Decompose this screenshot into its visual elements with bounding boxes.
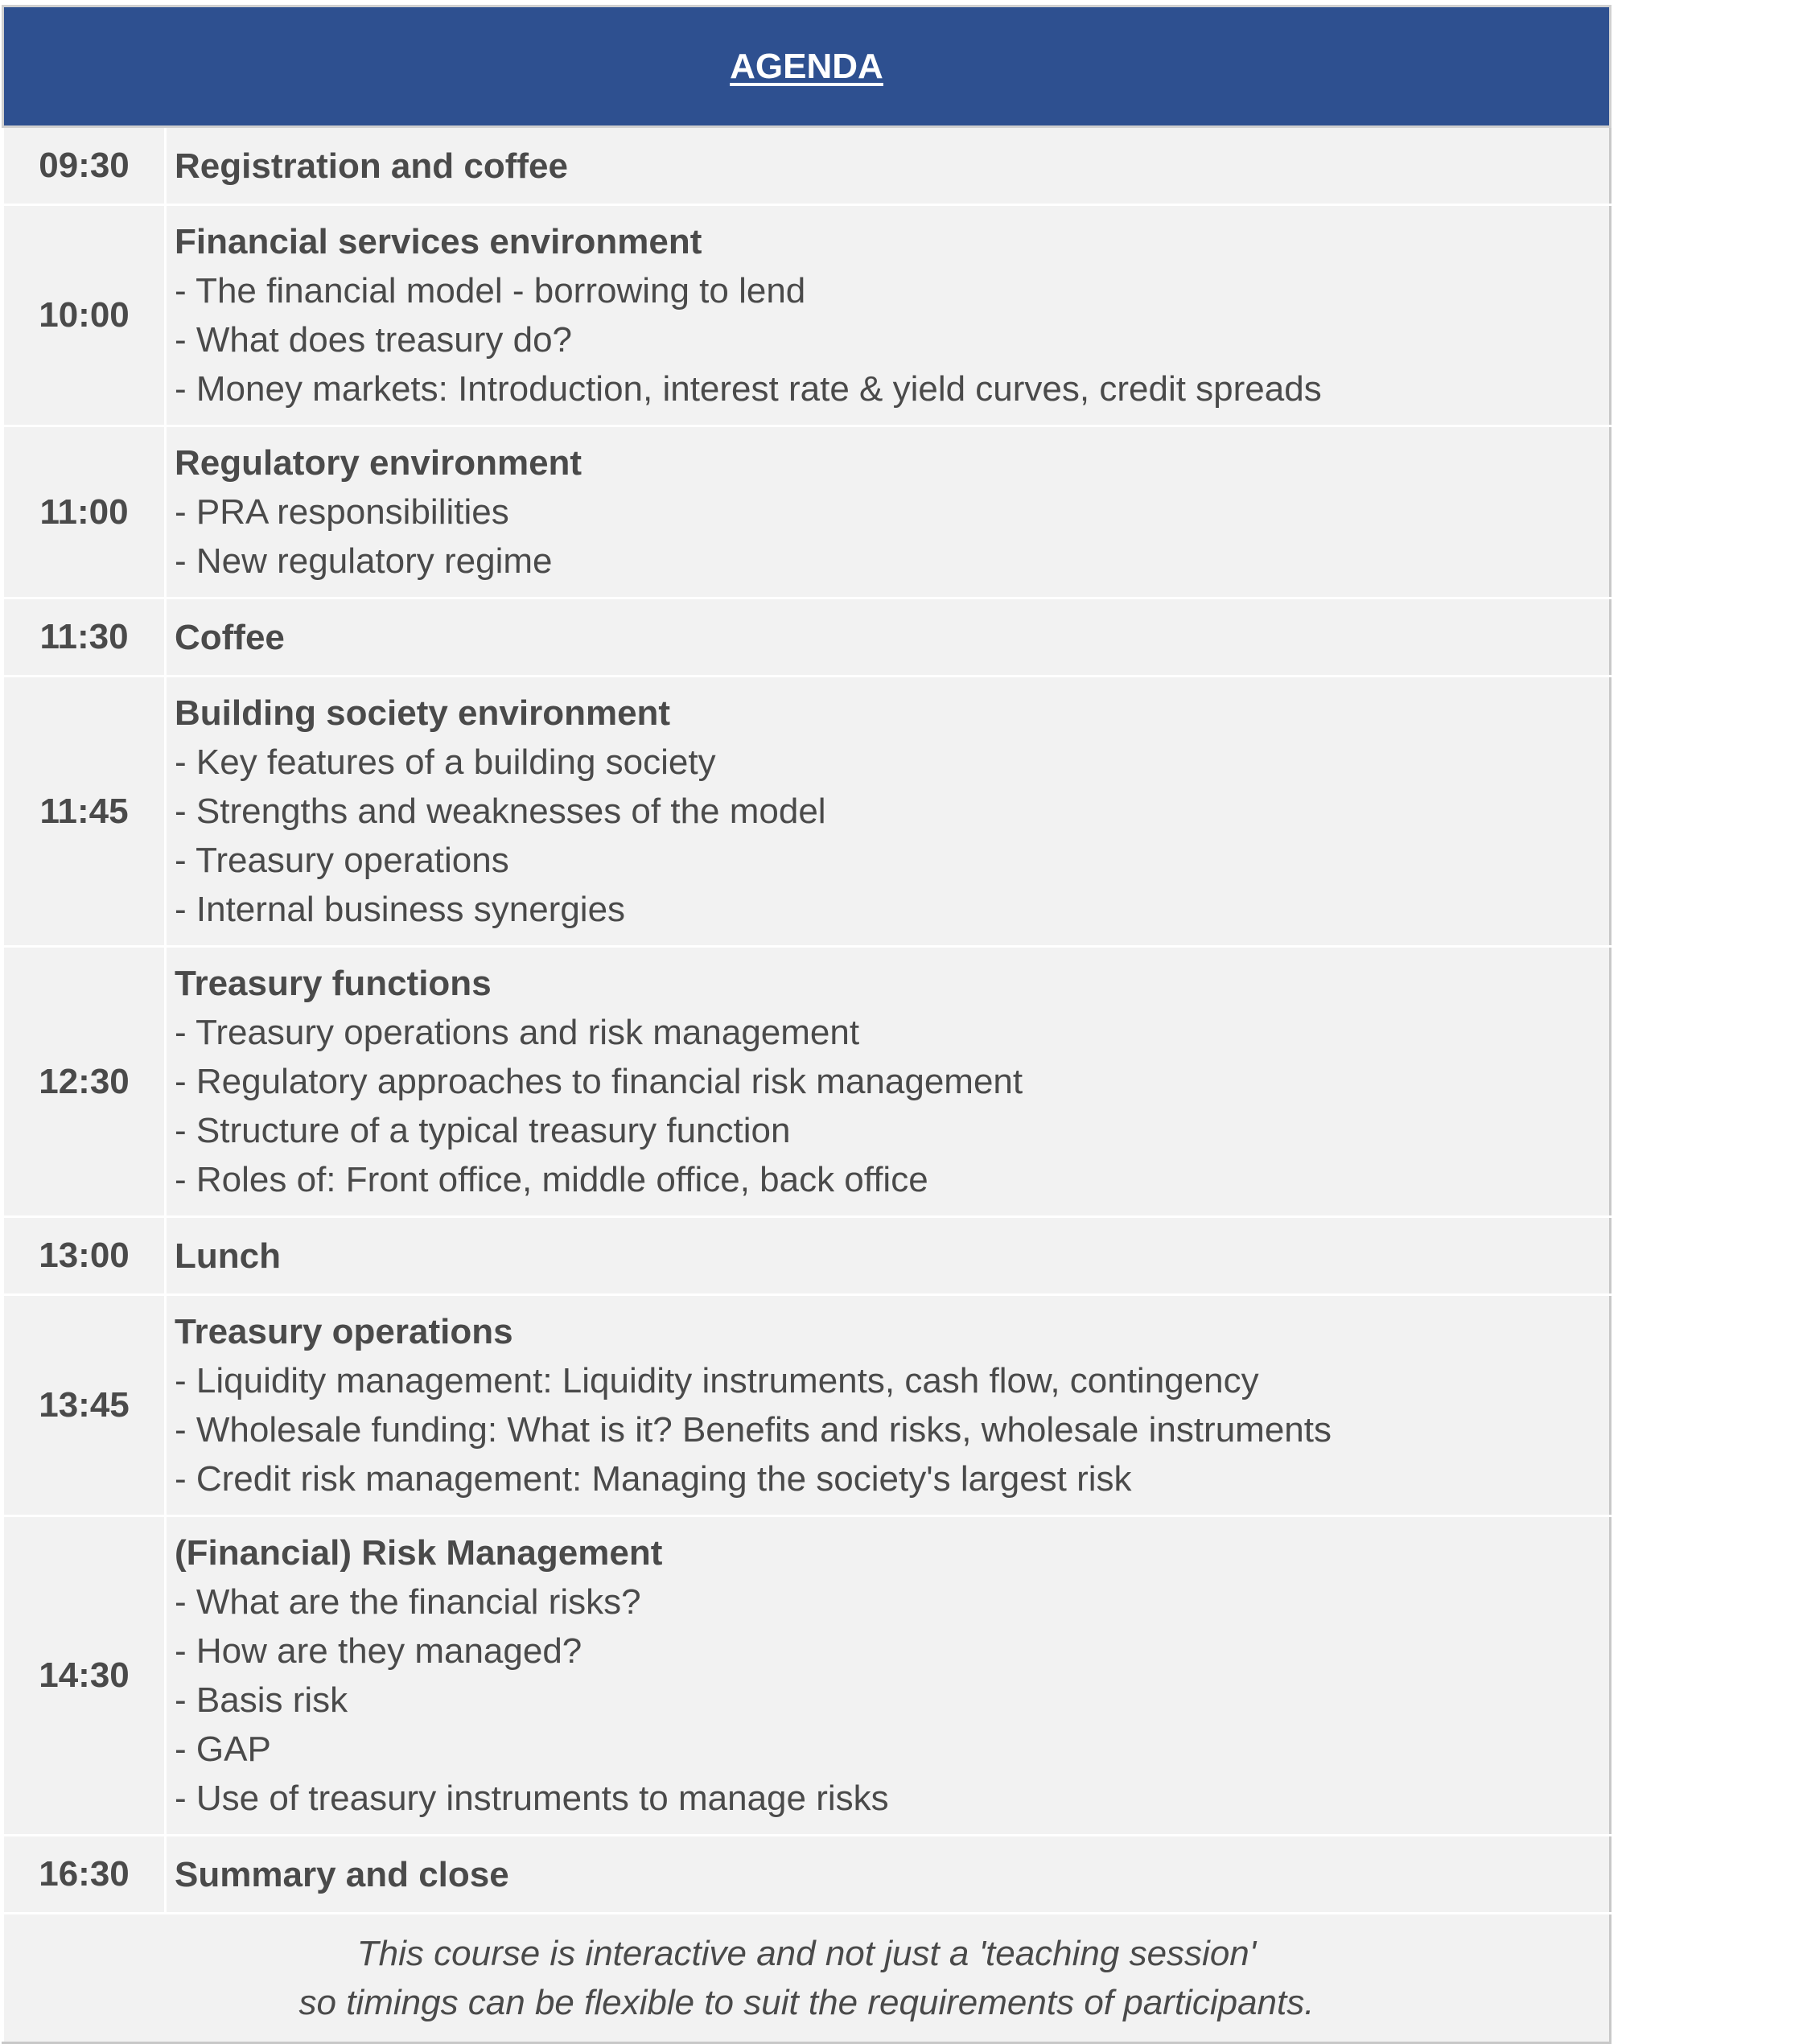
session-title: Treasury functions <box>175 964 492 1003</box>
agenda-session <box>166 677 1611 947</box>
session-item: - The financial model - borrowing to lend <box>175 271 806 311</box>
agenda-footer-row <box>3 1914 1611 2043</box>
session-title: Financial services environment <box>175 222 702 261</box>
agenda-session <box>166 947 1611 1217</box>
session-title: Registration and coffee <box>175 146 568 186</box>
agenda-time: 16:30 <box>3 1836 166 1914</box>
agenda-time: 11:00 <box>3 426 166 598</box>
session-item: - Regulatory approaches to financial risk management <box>175 1062 1023 1101</box>
footer-note-line: so timings can be flexible to suit the requirements of participants. <box>298 1983 1315 2022</box>
agenda-time: 09:30 <box>3 127 166 205</box>
session-item: - Credit risk management: Managing the society's largest risk <box>175 1459 1132 1499</box>
session-item: - Internal business synergies <box>175 890 626 929</box>
session-item: - Strengths and weaknesses of the model <box>175 792 826 831</box>
agenda-title: AGENDA <box>730 46 883 86</box>
footer-note-line: This course is interactive and not just a 'teaching session' <box>356 1934 1257 1973</box>
session-item: - New regulatory regime <box>175 541 553 581</box>
session-title: (Financial) Risk Management <box>175 1533 663 1573</box>
agenda-time: 11:45 <box>3 677 166 947</box>
agenda-time: 11:30 <box>3 598 166 677</box>
agenda-session <box>166 1836 1611 1914</box>
session-item: - Roles of: Front office, middle office, back office <box>175 1160 928 1199</box>
agenda-header <box>3 6 1611 127</box>
session-item: - Liquidity management: Liquidity instruments, cash flow, contingency <box>175 1361 1259 1400</box>
agenda-body <box>3 6 1611 2043</box>
session-title: Regulatory environment <box>175 443 582 483</box>
session-item: - Key features of a building society <box>175 742 716 782</box>
session-title: Treasury operations <box>175 1312 513 1351</box>
agenda-time: 13:45 <box>3 1295 166 1516</box>
agenda-row <box>3 1516 1611 1836</box>
session-item: - What does treasury do? <box>175 320 573 360</box>
agenda-row <box>3 1295 1611 1516</box>
agenda-session <box>166 426 1611 598</box>
session-item: - Structure of a typical treasury function <box>175 1111 791 1150</box>
agenda-row <box>3 426 1611 598</box>
agenda-time: 12:30 <box>3 947 166 1217</box>
agenda-session <box>166 1217 1611 1295</box>
session-item: - Use of treasury instruments to manage risks <box>175 1779 889 1818</box>
agenda-session <box>166 205 1611 426</box>
session-item: - How are they managed? <box>175 1631 582 1671</box>
session-item: - GAP <box>175 1729 271 1769</box>
agenda-row <box>3 677 1611 947</box>
agenda-time: 14:30 <box>3 1516 166 1836</box>
session-item: - What are the financial risks? <box>175 1582 641 1622</box>
agenda-header-row <box>3 6 1611 127</box>
agenda-row <box>3 127 1611 205</box>
session-item: - Wholesale funding: What is it? Benefits and risks, wholesale instruments <box>175 1410 1332 1450</box>
agenda-row <box>3 598 1611 677</box>
agenda-session <box>166 1516 1611 1836</box>
agenda-session <box>166 598 1611 677</box>
session-item: - Treasury operations <box>175 841 509 880</box>
session-item: - PRA responsibilities <box>175 492 509 532</box>
agenda-row <box>3 947 1611 1217</box>
agenda-session <box>166 1295 1611 1516</box>
session-title: Summary and close <box>175 1854 509 1894</box>
session-item: - Money markets: Introduction, interest rate & yield curves, credit spreads <box>175 369 1322 409</box>
agenda-row <box>3 205 1611 426</box>
session-item: - Basis risk <box>175 1680 348 1720</box>
agenda-row <box>3 1217 1611 1295</box>
session-title: Building society environment <box>175 693 671 733</box>
session-item: - Treasury operations and risk management <box>175 1013 860 1052</box>
session-title: Coffee <box>175 617 285 657</box>
agenda-session <box>166 127 1611 205</box>
agenda-table <box>2 5 1611 2044</box>
agenda-row <box>3 1836 1611 1914</box>
agenda-time: 10:00 <box>3 205 166 426</box>
session-title: Lunch <box>175 1236 281 1276</box>
agenda-time: 13:00 <box>3 1217 166 1295</box>
agenda-footer-note <box>3 1914 1611 2043</box>
